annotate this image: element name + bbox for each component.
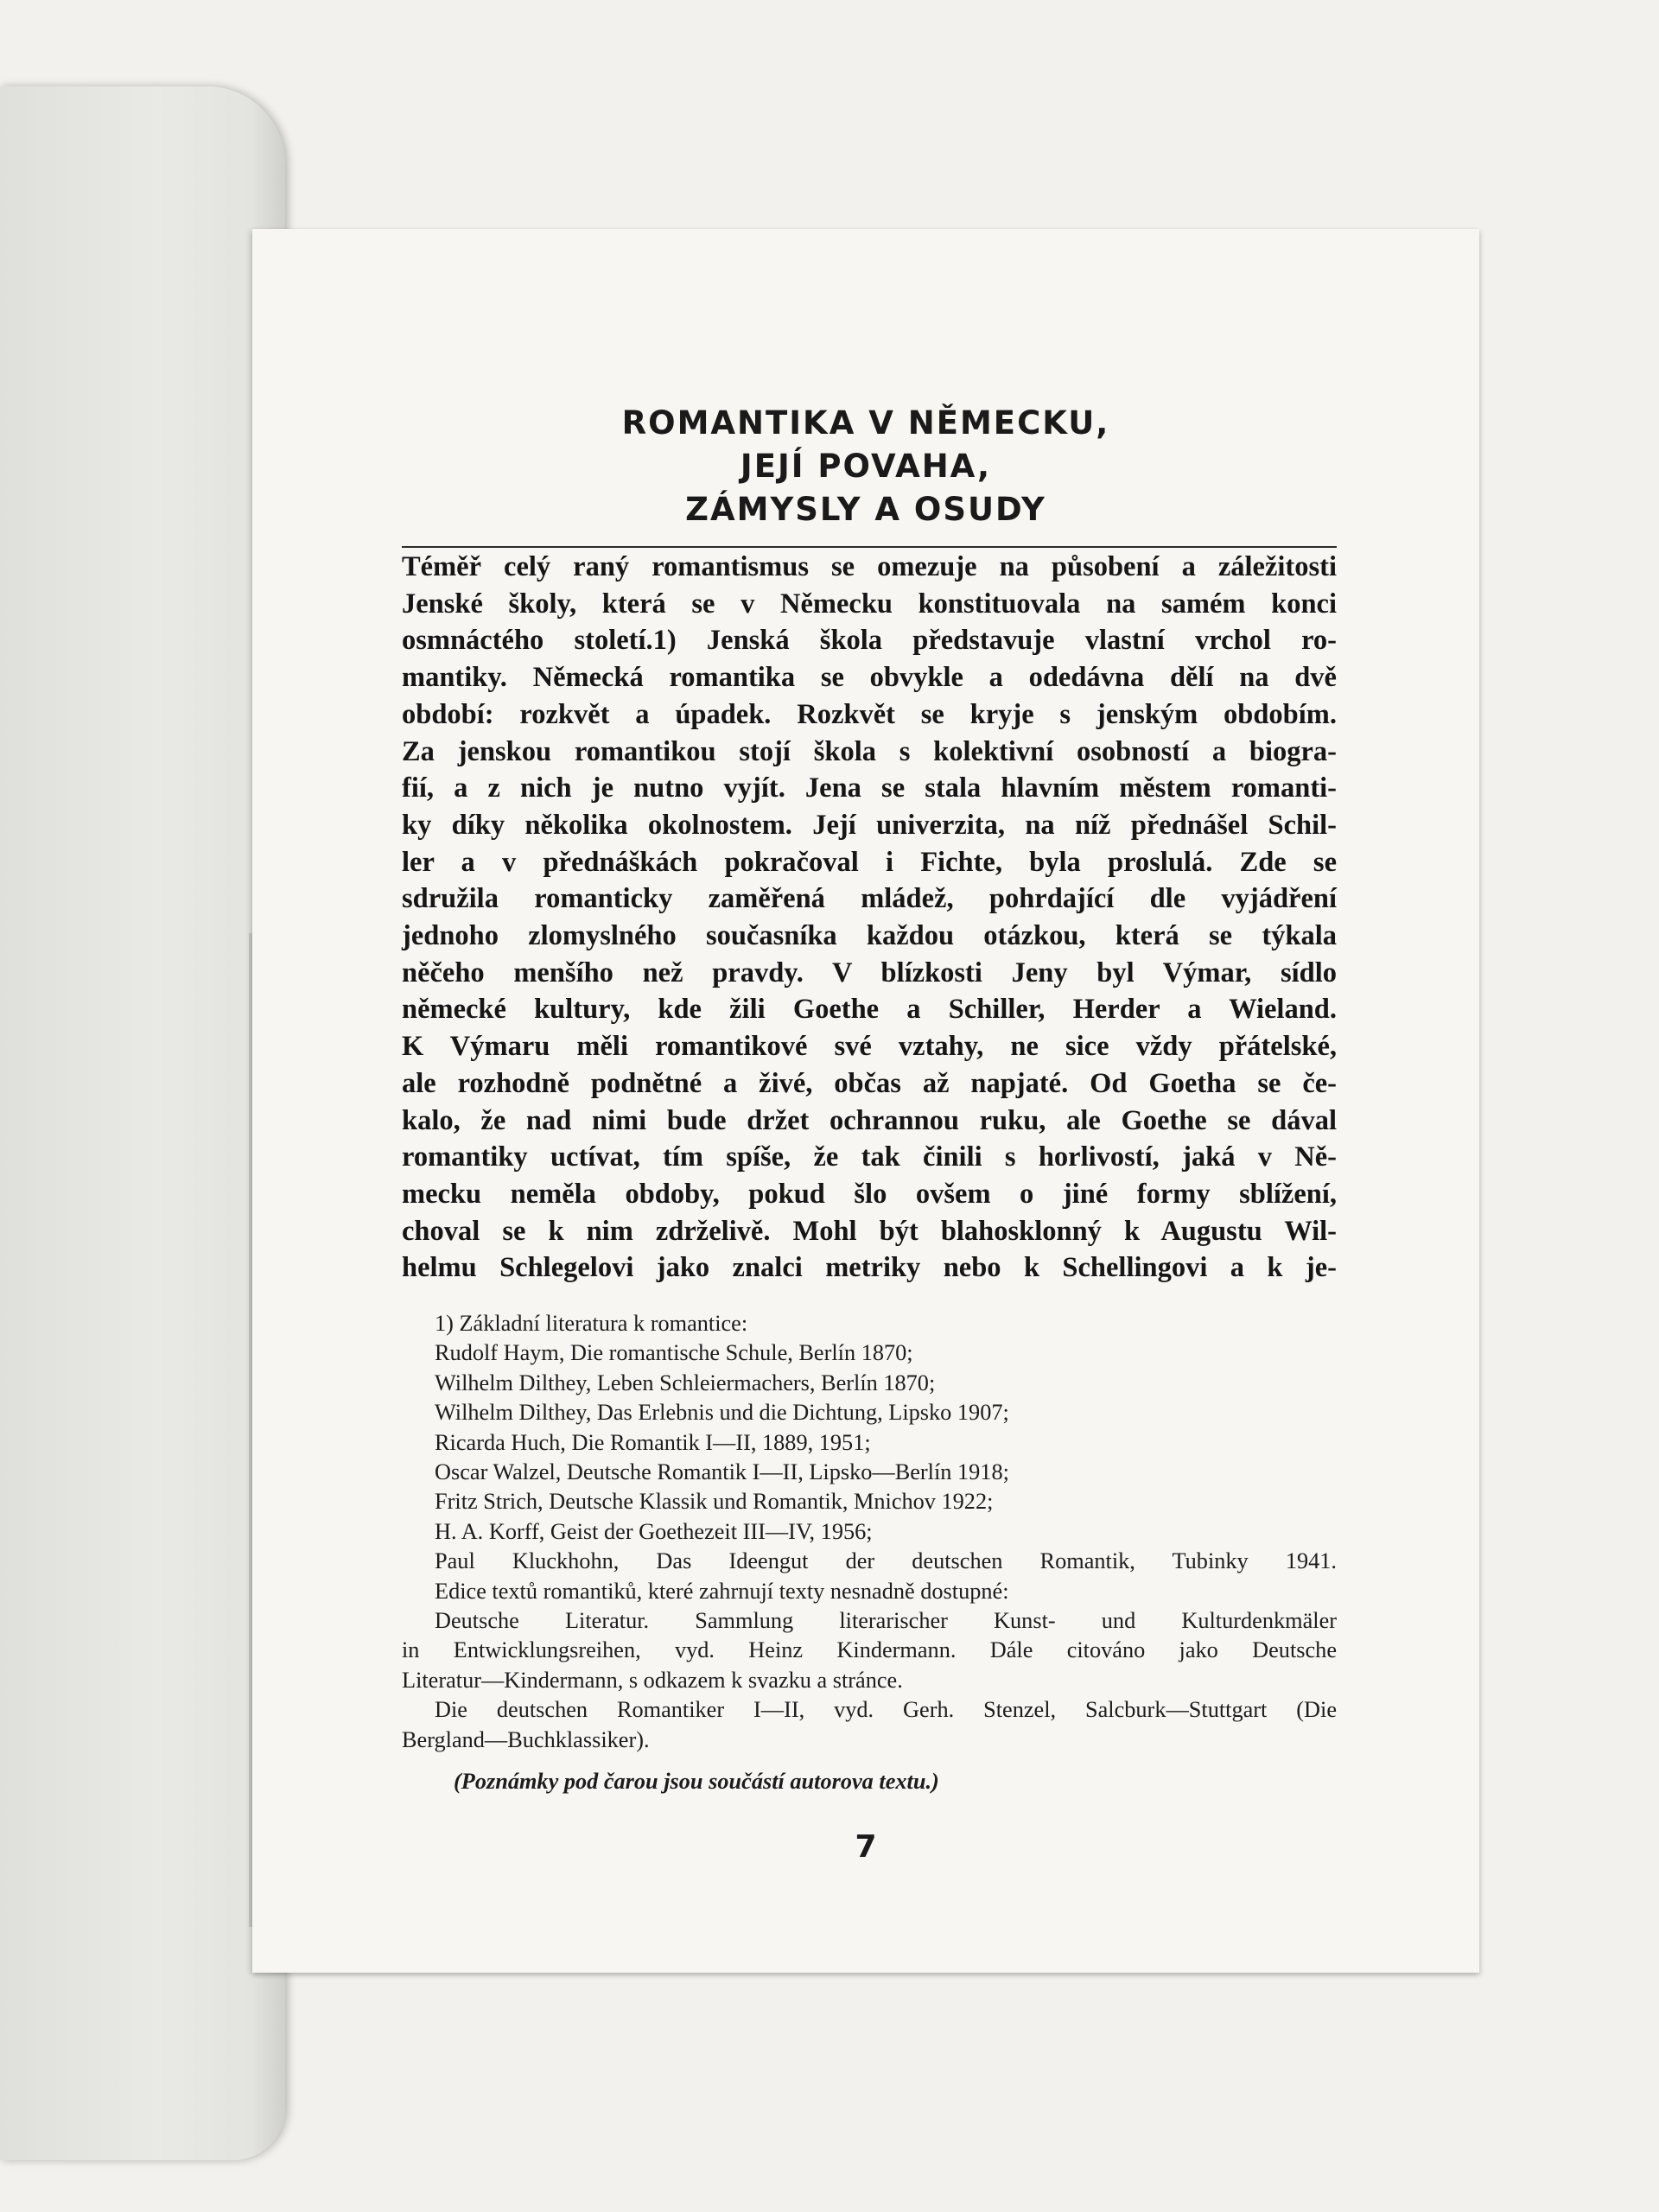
footnote-line: Die deutschen Romantiker I—II, vyd. Gerh. Stenzel, Salcburk—Stuttgart (Die [435,1697,1337,1723]
body-line: mantiky. Německá romantika se obvykle a odedávna dělí na dvě [402,662,1337,694]
page-number: 7 [855,1829,877,1865]
body-line: něčeho menšího než pravdy. V blízkosti Jeny byl Výmar, sídlo [402,957,1337,988]
footnote-line: H. A. Korff, Geist der Goethezeit III—IV, 1956; [435,1518,873,1544]
footnote-line: Ricarda Huch, Die Romantik I—II, 1889, 1951; [435,1429,871,1455]
chapter-title-line: ROMANTIKA V NĚMECKU, [621,404,1110,442]
footnote-line: Bergland—Buchklassiker). [402,1726,650,1752]
left-page [0,86,285,2160]
body-line: období: rozkvět a úpadek. Rozkvět se kryje s jenským obdobím. [402,698,1337,730]
footnote-line: Paul Kluckhohn, Das Ideengut der deutschen Romantik, Tubinky 1941. [435,1548,1337,1574]
body-line: německé kultury, kde žili Goethe a Schiller, Herder a Wieland. [402,994,1337,1026]
footnote-line: 1) Základní literatura k romantice: [435,1311,748,1336]
body-line: helmu Schlegelovi jako znalci metriky nebo k Schellingovi a k je- [402,1252,1337,1284]
chapter-title-line: ZÁMYSLY A OSUDY [685,491,1046,528]
footnote-line: Edice textů romantiků, které zahrnují texty nesnadně dostupné: [435,1578,1009,1604]
body-line: fií, a z nich je nutno vyjít. Jena se stala hlavním městem romanti- [402,772,1337,804]
footnote-line: Rudolf Haym, Die romantische Schule, Berlín 1870; [435,1340,913,1366]
footnote-remark: (Poznámky pod čarou jsou součástí autorova textu.) [454,1769,939,1795]
body-line: Téměř celý raný romantismus se omezuje na působení a záležitosti [402,551,1337,582]
chapter-title-line: JEJÍ POVAHA, [740,448,992,485]
footnote-line: Wilhelm Dilthey, Das Erlebnis und die Dichtung, Lipsko 1907; [435,1400,1009,1426]
chapter-title [252,402,1479,531]
body-line: sdružila romanticky zaměřená mládež, pohrdající dle vyjádření [402,883,1337,915]
body-line: choval se k nim zdrželivě. Mohl být blahosklonný k Augustu Wil- [402,1215,1337,1247]
body-line: romantiky uctívat, tím spíše, že tak činili s horlivostí, jaká v Ně- [402,1141,1337,1173]
body-line: ky díky několika okolnostem. Její univerzita, na níž přednášel Schil- [402,809,1337,841]
footnote-line: Literatur—Kindermann, s odkazem k svazku a stránce. [402,1667,903,1693]
footnote-line: Oscar Walzel, Deutsche Romantik I—II, Lipsko—Berlín 1918; [435,1459,1009,1485]
body-text [402,549,1337,1287]
footnote-line: Deutsche Literatur. Sammlung literarischer Kunst- und Kulturdenkmäler [435,1608,1337,1634]
body-line: ler a v přednáškách pokračoval i Fichte, byla proslulá. Zde se [402,846,1337,878]
body-line: K Výmaru měli romantikové své vztahy, ne sice vždy přátelské, [402,1031,1337,1063]
book-page [252,229,1479,1973]
footnote-line: Fritz Strich, Deutsche Klassik und Romantik, Mnichov 1922; [435,1489,994,1515]
footnotes [402,1309,1337,1797]
footnote-line: Wilhelm Dilthey, Leben Schleiermachers, Berlín 1870; [435,1370,936,1395]
body-line: mecku neměla obdoby, pokud šlo ovšem o jiné formy sblížení, [402,1178,1337,1210]
title-rule [402,546,1337,548]
body-line: kalo, že nad nimi bude držet ochrannou ruku, ale Goethe se dával [402,1104,1337,1136]
body-line: Za jenskou romantikou stojí škola s kolektivní osobností a biogra- [402,735,1337,767]
body-line: osmnáctého století.1) Jenská škola představuje vlastní vrchol ro- [402,625,1337,657]
body-line: Jenské školy, která se v Německu konstituovala na samém konci [402,588,1337,620]
body-line: ale rozhodně podnětné a živé, občas až napjaté. Od Goetha se če- [402,1067,1337,1099]
footnote-line: in Entwicklungsreihen, vyd. Heinz Kindermann. Dále citováno jako Deutsche [402,1637,1337,1663]
body-line: jednoho zlomyslného současníka každou otázkou, která se týkala [402,920,1337,952]
